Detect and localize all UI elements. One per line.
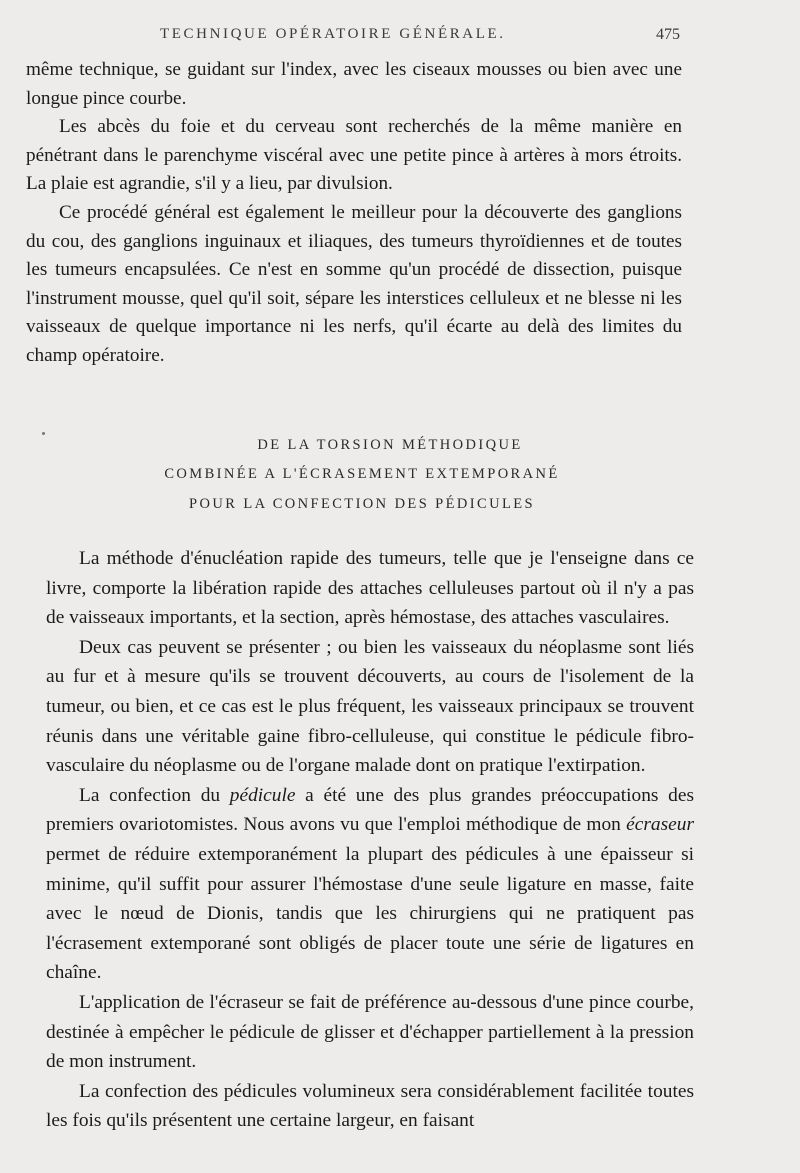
top-text-block: [26, 56, 682, 371]
running-head: [0, 26, 800, 50]
bottom-text-block: [46, 544, 694, 1136]
text-run: La confection du: [79, 784, 230, 806]
text-run: a été une des plus grandes préoccupations des premiers ovariotomistes. Nous avons vu que l'emploi méthodique de mon: [46, 784, 695, 836]
page-number: 475: [656, 26, 680, 43]
paragraph-confection-pedicule: [46, 781, 694, 988]
section-heading-line-3: POUR LA CONFECTION DES PÉDICULES: [189, 496, 535, 512]
paragraph-methode: La méthode d'énucléation rapide des tumeurs, telle que je l'enseigne dans ce livre, comporte la libération rapide des attaches celluleuses partout où il n'y a pas de vaisseaux importants, et la section, après hémostase, des attaches vasculaires.: [46, 548, 694, 629]
section-heading-line-2: COMBINÉE A L'ÉCRASEMENT EXTEMPORANÉ: [164, 466, 560, 482]
ink-speck: [42, 432, 45, 435]
italic-term-ecraseur: écraseur: [626, 814, 694, 836]
paragraph-application: L'application de l'écraseur se fait de préférence au-dessous d'une pince courbe, destinée à empêcher le pédicule de glisser et d'échapper partiellement à la pression de mon instrument.: [46, 991, 694, 1073]
running-title: TECHNIQUE OPÉRATOIRE GÉNÉRALE.: [160, 26, 506, 42]
paragraph-procede-general: Ce procédé général est également le meilleur pour la découverte des ganglions du cou, des ganglions inguinaux et iliaques, des tumeurs thyroïdiennes et de toutes les tumeurs encapsulées. Ce n'est en somme qu'un procédé de dissection, puisque l'instrument mousse, quel qu'il soit, sépare les interstices celluleux et ne blesse ni les vaisseaux de quelque importance ni les nerfs, qu'il écarte au delà des limites du champ opératoire.: [26, 201, 682, 366]
section-heading-line-1: DE LA TORSION MÉTHODIQUE: [257, 437, 523, 453]
paragraph-pedicules-volumineux: La confection des pédicules volumineux sera considérablement facilitée toutes les fois qu'ils présentent une certaine largeur, en faisant: [46, 1080, 694, 1132]
italic-term-pedicule: pédicule: [229, 784, 296, 806]
paragraph-continuation: même technique, se guidant sur l'index, avec les ciseaux mousses ou bien avec une longue pince courbe.: [26, 59, 682, 109]
paragraph-deux-cas: Deux cas peuvent se présenter ; ou bien les vaisseaux du néoplasme sont liés au fur et à mesure qu'ils se trouvent découverts, au cours de l'isolement de la tumeur, ou bien, et ce cas est le plus fréquent, les vaisseaux principaux se trouvent réunis dans une véritable gaine fibro-celluleuse, qui constitue le pédicule fibro-vasculaire du néoplasme ou de l'organe malade dont on pratique l'extirpation.: [46, 636, 694, 777]
paragraph-abces: Les abcès du foie et du cerveau sont recherchés de la même manière en pénétrant dans le parenchyme viscéral avec une petite pince à artères à mors étroits. La plaie est agrandie, s'il y a lieu, par divulsion.: [26, 116, 682, 195]
text-run: permet de réduire extemporanément la plupart des pédicules à une épaisseur si minime, qu'il suffit pour assurer l'hémostase d'une seule ligature en masse, faite avec le nœud de Dionis, tandis que les chirurgiens qui ne pratiquent pas l'écrasement extemporané sont obligés de placer toute une série de ligatures en chaîne.: [46, 843, 694, 984]
